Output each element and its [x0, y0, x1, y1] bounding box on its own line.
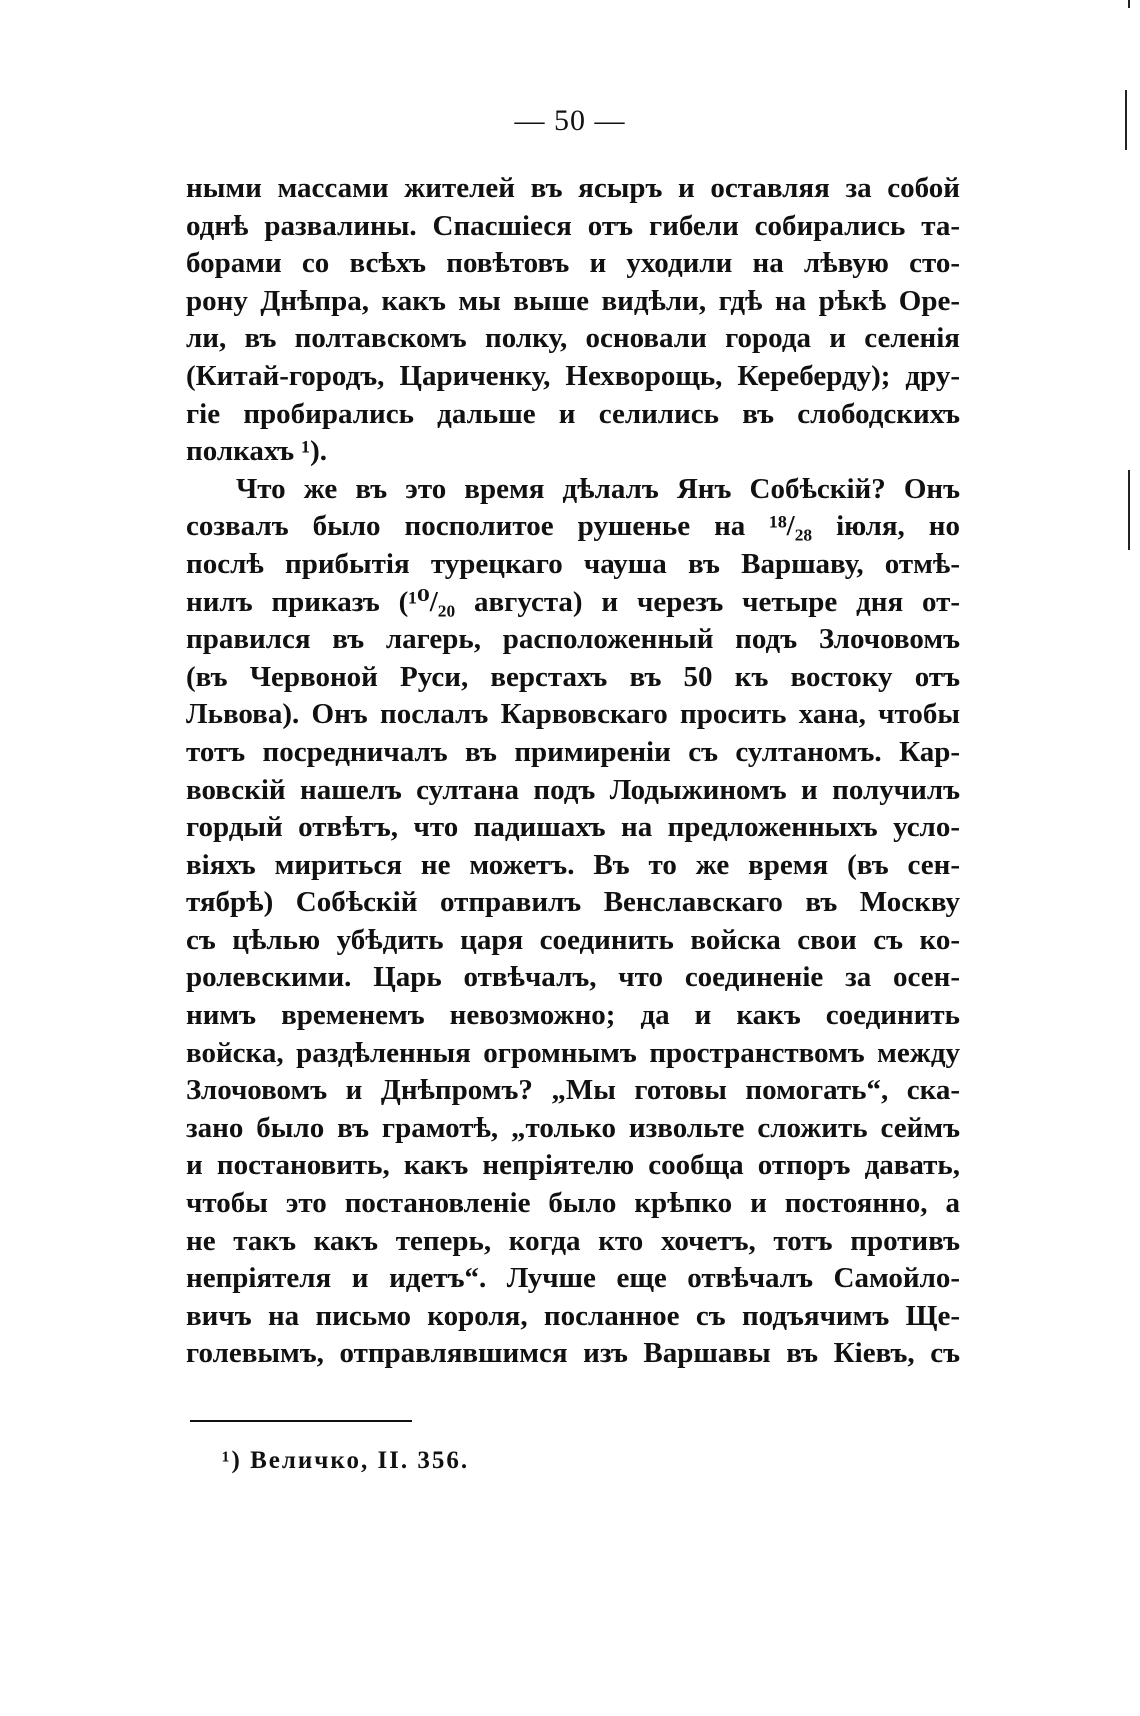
- text-line: Злочовомъ и Днѣпромъ? „Мы готовы помогать“, ска-: [186, 1074, 960, 1107]
- scan-edge-mark: [1125, 90, 1127, 150]
- text-line: рону Днѣпра, какъ мы выше видѣли, гдѣ на рѣкѣ Оре-: [186, 284, 960, 317]
- text-line: правился въ лагерь, расположенный подъ Злочовомъ: [186, 623, 960, 656]
- text-line: зано было въ грамотѣ, „только извольте сложить сеймъ: [186, 1111, 960, 1144]
- text-line: и постановить, какъ непріятелю сообща отпоръ давать,: [186, 1149, 960, 1182]
- text-line: (въ Червоной Руси, верстахъ въ 50 къ востоку отъ: [186, 660, 960, 693]
- text-line: послѣ прибытія турецкаго чауша въ Варшаву, отмѣ-: [186, 547, 960, 580]
- scan-edge-mark: [1128, 470, 1130, 550]
- text-line: не такъ какъ теперь, когда кто хочетъ, тотъ противъ: [186, 1224, 960, 1257]
- text-line: войска, раздѣленныя огромнымъ пространствомъ между: [186, 1036, 960, 1069]
- text-line: полкахъ ¹).: [186, 435, 328, 468]
- text-line: съ цѣлью убѣдить царя соединить войска свои съ ко-: [186, 923, 960, 956]
- text-line: созвалъ было посполитое рушенье на ¹⁸/₂₈ іюля, но: [186, 510, 960, 543]
- text-line: віяхъ мириться не можетъ. Въ то же время (въ сен-: [186, 848, 960, 881]
- text-line: ли, въ полтавскомъ полку, основали города и селенія: [186, 322, 960, 355]
- text-line: вичъ на письмо короля, посланное съ подъячимъ Ще-: [186, 1299, 960, 1332]
- text-line: тябрѣ) Собѣскій отправилъ Венславскаго въ Москву: [186, 886, 960, 919]
- text-line: Львова). Онъ послалъ Карвовскаго просить хана, чтобы: [186, 698, 960, 731]
- text-line: голевымъ, отправлявшимся изъ Варшавы въ Кіевъ, съ: [186, 1337, 960, 1370]
- text-line: тотъ посредничалъ въ примиреніи съ султаномъ. Кар-: [186, 735, 960, 768]
- text-line: ролевскими. Царь отвѣчалъ, что соединеніе за осен-: [186, 961, 960, 994]
- text-line: гордый отвѣтъ, что падишахъ на предложенныхъ усло-: [186, 811, 960, 844]
- text-line: гіе пробирались дальше и селились въ слободскихъ: [186, 397, 960, 430]
- text-line: нимъ временемъ невозможно; да и какъ соединить: [186, 999, 960, 1032]
- text-line: борами со всѣхъ повѣтовъ и уходили на лѣвую сто-: [186, 247, 960, 280]
- text-line: однѣ развалины. Спасшіеся отъ гибели собирались та-: [186, 209, 960, 242]
- text-line: непріятеля и идетъ“. Лучше еще отвѣчалъ Самойло-: [186, 1262, 960, 1295]
- scan-edge-mark: [1128, 0, 1130, 8]
- text-line: вовскій нашелъ султана подъ Лодыжиномъ и получилъ: [186, 773, 960, 806]
- text-line: ными массами жителей въ ясыръ и оставляя за собой: [186, 172, 960, 204]
- footnote-divider: [190, 1420, 412, 1422]
- text-line: (Китай-городъ, Цариченку, Нехворощь, Кереберду); дру-: [186, 359, 960, 392]
- page-number: — 50 —: [514, 104, 626, 137]
- footnote: ¹) Величко, II. 356.: [222, 1447, 470, 1474]
- text-line: Что же въ это время дѣлалъ Янъ Собѣскій? Онъ: [236, 472, 960, 505]
- text-line: чтобы это постановленіе было крѣпко и постоянно, а: [186, 1187, 960, 1220]
- text-line: нилъ приказъ (¹⁰/₂₀ августа) и черезъ четыре дня от-: [186, 585, 960, 618]
- body-text: [186, 170, 960, 1373]
